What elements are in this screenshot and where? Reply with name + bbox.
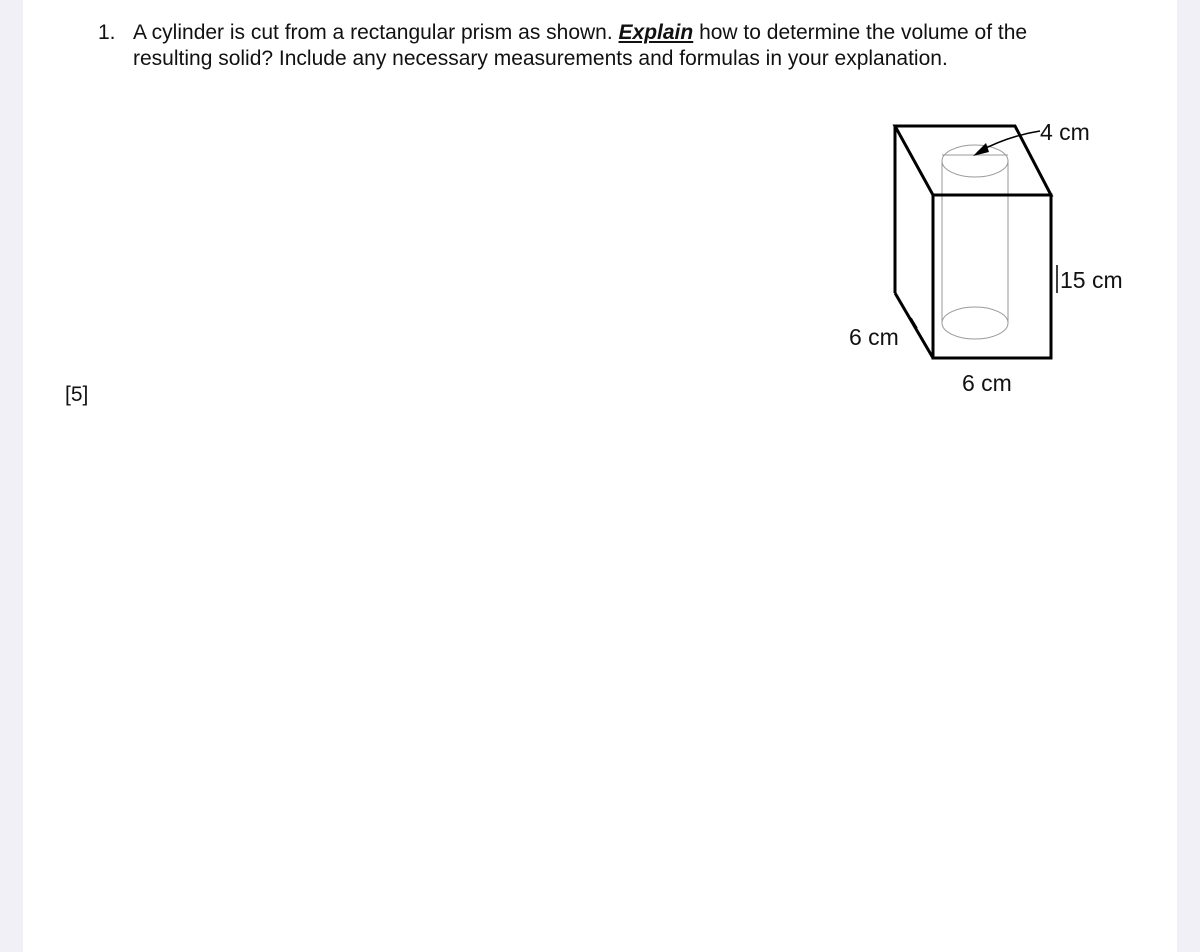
- cylinder-bottom-ellipse: [942, 307, 1008, 339]
- question-line-2: resulting solid? Include any necessary measurements and formulas in your explanation.: [133, 47, 948, 70]
- prism-cylinder-diagram: [23, 0, 1177, 952]
- cylinder: [942, 145, 1008, 339]
- diameter-leader-line: [978, 131, 1040, 152]
- worksheet-page: [23, 0, 1177, 952]
- depth-leader-line: [911, 318, 917, 328]
- question-number: 1.: [98, 21, 116, 44]
- diameter-label: 4 cm: [1040, 119, 1090, 145]
- cylinder-top-ellipse: [942, 145, 1008, 177]
- prism-front-face: [933, 195, 1051, 358]
- explain-emphasis: Explain: [618, 21, 694, 44]
- height-label: 15 cm: [1060, 267, 1123, 293]
- diameter-leader: [978, 131, 1040, 152]
- question-line-1: [98, 20, 1158, 46]
- marks-label: [5]: [65, 383, 89, 406]
- question-text-part1: A cylinder is cut from a rectangular prism as shown.: [133, 21, 619, 44]
- width-label: 6 cm: [962, 370, 1012, 396]
- diameter-arrowhead: [973, 143, 989, 156]
- question-text-part2: how to determine the volume of the: [693, 21, 1028, 44]
- depth-label: 6 cm: [849, 324, 899, 350]
- prism-top-face: [895, 126, 1051, 195]
- prism: [895, 126, 1051, 358]
- question-1: [98, 20, 1158, 72]
- prism-bottom-left-edge: [895, 293, 933, 358]
